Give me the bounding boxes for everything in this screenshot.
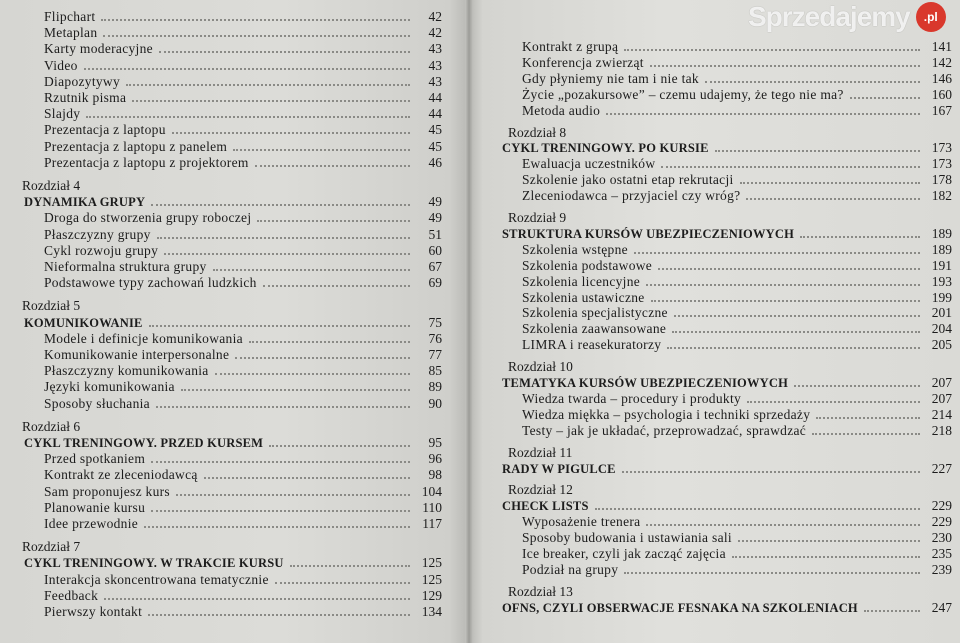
page-number: 44 — [428, 90, 442, 105]
toc-entry — [522, 289, 952, 306]
entry-title: Diapozytywy — [44, 73, 121, 89]
toc-entry — [522, 86, 952, 103]
dot-leader — [164, 253, 410, 255]
dot-leader — [84, 68, 410, 70]
dot-leader — [816, 417, 920, 419]
dot-leader — [255, 165, 410, 167]
toc-entry — [44, 587, 442, 604]
toc-entry — [522, 70, 952, 87]
page-number: 189 — [931, 241, 952, 257]
watermark-logo: Sprzedajemy — [748, 1, 910, 32]
entry-title: Metoda audio — [522, 102, 601, 118]
page-number: 98 — [428, 467, 442, 483]
toc-section-entry — [502, 599, 952, 616]
entry-title: Płaszczyzny komunikowania — [44, 363, 209, 379]
dot-leader — [651, 300, 920, 302]
toc-entry — [44, 138, 442, 155]
page-number: 191 — [931, 257, 952, 273]
toc-entry — [44, 242, 442, 259]
entry-title: Płaszczyzny grupy — [44, 226, 151, 242]
page-number: 45 — [428, 138, 442, 154]
toc-entry — [44, 89, 442, 106]
chapter-label: Rozdział 9 — [508, 210, 567, 225]
dot-leader — [249, 341, 410, 343]
toc-section-entry — [502, 497, 952, 514]
toc-entry — [44, 362, 442, 379]
page-number: 193 — [931, 273, 952, 289]
dot-leader — [157, 237, 410, 239]
toc-entry — [522, 171, 952, 188]
entry-title: Wiedza miękka – psychologia i techniki sprzedaży — [522, 406, 811, 422]
dot-leader — [126, 84, 410, 86]
toc-entry — [522, 257, 952, 274]
toc-entry — [44, 346, 442, 363]
page-number: 167 — [931, 102, 952, 118]
entry-title: Kontrakt ze zleceniodawcą — [44, 467, 198, 483]
dot-leader — [204, 477, 410, 479]
entry-title: Zleceniodawca – przyjaciel czy wróg? — [522, 188, 741, 204]
page-number: 60 — [428, 242, 442, 258]
dot-leader — [732, 556, 920, 558]
entry-title: Wyposażenie trenera — [522, 514, 641, 530]
entry-title: Prezentacja z laptopu z panelem — [44, 138, 228, 154]
toc-entry — [522, 273, 952, 290]
entry-title: TEMATYKA KURSÓW UBEZPIECZENIOWYCH — [502, 376, 789, 390]
entry-title: Szkolenie jako ostatni etap rekrutacji — [522, 172, 734, 188]
entry-title: Podział na grupy — [522, 561, 619, 577]
watermark — [748, 0, 946, 34]
entry-title: RADY W PIGULCE — [502, 461, 616, 476]
page-number: 95 — [428, 435, 442, 450]
page-number: 182 — [931, 188, 952, 204]
entry-title: Sposoby budowania i ustawiania sali — [522, 530, 732, 546]
dot-leader — [233, 149, 410, 151]
toc-entry — [522, 304, 952, 321]
entry-title: Droga do stworzenia grupy roboczej — [44, 210, 252, 226]
toc-entry — [522, 545, 952, 562]
dot-leader — [213, 269, 410, 271]
dot-leader — [144, 526, 410, 528]
page-number: 77 — [428, 347, 442, 362]
page-number: 42 — [428, 9, 442, 24]
page-number: 44 — [428, 106, 442, 122]
dot-leader — [705, 81, 920, 83]
toc-entry — [44, 395, 442, 412]
page-number: 42 — [428, 25, 442, 41]
page-number: 142 — [931, 54, 952, 70]
dot-leader — [101, 19, 410, 21]
dot-leader — [595, 508, 920, 510]
dot-leader — [658, 268, 920, 270]
page-number: 189 — [931, 225, 952, 241]
entry-title: Podstawowe typy zachowań ludzkich — [44, 275, 257, 291]
chapter-label: Rozdział 6 — [22, 418, 81, 434]
chapter-label: Rozdział 5 — [22, 298, 81, 314]
toc-entry — [522, 38, 952, 55]
entry-title: Feedback — [44, 587, 99, 603]
chapter-label: Rozdział 10 — [508, 359, 573, 375]
entry-title: Szkolenia ustawiczne — [522, 289, 645, 305]
toc-section-entry — [502, 225, 952, 242]
toc-entry — [44, 121, 442, 138]
page-number: 229 — [931, 498, 952, 514]
toc-entry — [522, 187, 952, 204]
page-number: 204 — [931, 321, 952, 337]
toc-entry — [44, 209, 442, 226]
entry-title: Komunikowanie interpersonalne — [44, 347, 230, 362]
toc-entry — [44, 24, 442, 41]
dot-leader — [172, 132, 410, 134]
page-number: 239 — [931, 561, 952, 577]
dot-leader — [148, 614, 410, 616]
page-number: 125 — [421, 571, 442, 587]
page-number: 49 — [428, 210, 442, 226]
dot-leader — [149, 325, 410, 327]
toc-entry — [522, 336, 952, 353]
page-number: 110 — [422, 499, 442, 515]
page-number: 85 — [428, 363, 442, 379]
page-number: 45 — [428, 122, 442, 138]
dot-leader — [622, 471, 920, 473]
toc-entry — [522, 54, 952, 71]
toc-section-entry — [24, 193, 442, 210]
toc-entry — [44, 571, 442, 588]
chapter-label: Rozdział 11 — [508, 444, 573, 460]
page-number: 235 — [931, 546, 952, 561]
toc-entry — [44, 8, 442, 25]
page-number: 69 — [428, 275, 442, 291]
toc-entry — [522, 513, 952, 530]
page-number: 43 — [428, 57, 442, 73]
toc-entry — [44, 450, 442, 467]
chapter-label: Rozdział 8 — [508, 124, 567, 140]
dot-leader — [650, 65, 920, 67]
watermark-badge: .pl — [916, 2, 946, 32]
entry-title: DYNAMIKA GRUPY — [24, 195, 146, 210]
dot-leader — [86, 116, 410, 118]
dot-leader — [738, 540, 920, 542]
entry-title: Planowanie kursu — [44, 499, 146, 515]
dot-leader — [812, 433, 920, 435]
dot-leader — [634, 252, 920, 254]
dot-leader — [151, 461, 410, 463]
toc-entry — [44, 258, 442, 275]
entry-title: Konferencja zwierząt — [522, 54, 644, 70]
dot-leader — [132, 100, 410, 102]
entry-title: Prezentacja z laptopu z projektorem — [44, 154, 249, 170]
dot-leader — [672, 331, 920, 333]
toc-entry — [44, 466, 442, 483]
chapter-label: Rozdział 13 — [508, 583, 573, 599]
entry-title: Interakcja skoncentrowana tematycznie — [44, 571, 269, 587]
entry-title: Nieformalna struktura grupy — [44, 259, 207, 274]
entry-title: Szkolenia specjalistyczne — [522, 305, 668, 321]
toc-entry — [44, 483, 442, 500]
entry-title: CYKL TRENINGOWY. W TRAKCIE KURSU — [24, 556, 284, 571]
toc-entry — [44, 73, 442, 90]
dot-leader — [159, 51, 410, 53]
dot-leader — [674, 315, 920, 317]
toc-entry — [44, 499, 442, 516]
toc-entry — [44, 40, 442, 57]
entry-title: Gdy płyniemy nie tam i nie tak — [522, 70, 699, 86]
page-number: 104 — [421, 483, 442, 499]
entry-title: Życie „pozakursowe” – czemu udajemy, że tego nie ma? — [522, 86, 844, 102]
page-number: 75 — [428, 314, 442, 330]
chapter-label: Rozdział 7 — [22, 539, 81, 555]
entry-title: Slajdy — [44, 106, 81, 122]
entry-title: Szkolenia zaawansowane — [522, 321, 667, 337]
entry-title: CYKL TRENINGOWY. PRZED KURSEM — [24, 436, 264, 450]
page-number: 96 — [428, 451, 442, 467]
toc-section-entry — [502, 139, 952, 156]
page-number: 89 — [428, 379, 442, 395]
dot-leader — [661, 166, 920, 168]
toc-entry — [44, 105, 442, 122]
toc-entry — [522, 102, 952, 119]
entry-title: Szkolenia licencyjne — [522, 273, 641, 289]
page-number: 205 — [931, 337, 952, 353]
dot-leader — [794, 385, 920, 387]
dot-leader — [290, 565, 410, 567]
page-number: 173 — [931, 140, 952, 156]
toc-entry — [44, 57, 442, 74]
entry-title: Cykl rozwoju grupy — [44, 242, 159, 258]
chapter-label: Rozdział 4 — [22, 178, 81, 193]
page-number: 218 — [931, 422, 952, 438]
page-number: 46 — [428, 154, 442, 170]
entry-title: Szkolenia wstępne — [522, 241, 628, 257]
page-number: 125 — [421, 555, 442, 571]
entry-title: Modele i definicje komunikowania — [44, 330, 243, 346]
dot-leader — [800, 236, 920, 238]
dot-leader — [624, 49, 920, 51]
toc-entry — [44, 603, 442, 620]
entry-title: CYKL TRENINGOWY. PO KURSIE — [502, 141, 709, 156]
toc-entry — [522, 529, 952, 546]
dot-leader — [257, 220, 410, 222]
book-gutter — [465, 0, 473, 643]
toc-entry — [44, 515, 442, 532]
entry-title: Prezentacja z laptopu — [44, 122, 166, 138]
page-number: 201 — [931, 305, 952, 321]
toc-entry — [522, 390, 952, 407]
dot-leader — [746, 198, 920, 200]
dot-leader — [740, 182, 920, 184]
entry-title: Wiedza twarda – procedury i produkty — [522, 390, 742, 406]
page-number: 117 — [422, 516, 442, 531]
page-number: 141 — [931, 39, 952, 54]
page-number: 173 — [931, 156, 952, 172]
toc-entry — [522, 406, 952, 423]
page-number: 160 — [931, 86, 952, 102]
toc-entry — [44, 154, 442, 171]
dot-leader — [263, 285, 410, 287]
dot-leader — [151, 510, 410, 512]
right-page — [468, 0, 960, 643]
toc-section-entry — [502, 460, 952, 477]
page-number: 43 — [428, 73, 442, 89]
entry-title: Flipchart — [44, 9, 96, 24]
chapter-label: Rozdział 12 — [508, 482, 573, 498]
dot-leader — [864, 610, 920, 612]
dot-leader — [176, 494, 410, 496]
dot-leader — [850, 97, 920, 99]
dot-leader — [667, 347, 920, 349]
page-number: 76 — [428, 330, 442, 346]
toc-section-entry — [24, 314, 442, 331]
dot-leader — [215, 373, 410, 375]
dot-leader — [151, 204, 410, 206]
dot-leader — [103, 35, 410, 37]
page-number: 67 — [428, 259, 442, 274]
entry-title: Idee przewodnie — [44, 516, 139, 531]
toc-entry — [522, 561, 952, 578]
page-number: 230 — [931, 530, 952, 546]
toc-entry — [522, 320, 952, 337]
left-page — [0, 0, 468, 643]
page-number: 207 — [931, 375, 952, 390]
entry-title: KOMUNIKOWANIE — [24, 315, 143, 330]
entry-title: Ewaluacja uczestników — [522, 156, 656, 172]
toc-section-entry — [24, 434, 442, 451]
entry-title: Video — [44, 57, 78, 73]
toc-entry — [44, 330, 442, 347]
toc-entry — [44, 378, 442, 395]
dot-leader — [646, 524, 920, 526]
page-number: 90 — [428, 395, 442, 411]
entry-title: Ice breaker, czyli jak zacząć zajęcia — [522, 546, 726, 561]
entry-title: Metaplan — [44, 25, 98, 41]
toc-entry — [522, 422, 952, 439]
dot-leader — [181, 389, 410, 391]
page-number: 134 — [421, 604, 442, 619]
dot-leader — [646, 284, 920, 286]
page-number: 51 — [428, 226, 442, 242]
toc-entry — [44, 226, 442, 243]
page-number: 229 — [931, 514, 952, 530]
page-number: 199 — [931, 289, 952, 305]
page-number: 43 — [428, 41, 442, 57]
page-number: 247 — [931, 599, 952, 615]
page-number: 207 — [931, 390, 952, 406]
entry-title: Sam proponujesz kurs — [44, 483, 170, 499]
dot-leader — [606, 113, 920, 115]
entry-title: Szkolenia podstawowe — [522, 257, 653, 273]
page-number: 178 — [931, 172, 952, 188]
toc-entry — [522, 241, 952, 258]
toc-section-entry — [24, 554, 442, 571]
entry-title: OFNS, CZYLI OBSERWACJE FESNAKA NA SZKOLENIACH — [502, 600, 858, 615]
dot-leader — [269, 445, 410, 447]
entry-title: Testy – jak je układać, przeprowadzać, sprawdzać — [522, 422, 807, 438]
entry-title: Karty moderacyjne — [44, 41, 153, 57]
entry-title: Sposoby słuchania — [44, 395, 150, 411]
dot-leader — [104, 598, 410, 600]
entry-title: Języki komunikowania — [44, 379, 175, 395]
page-number: 214 — [931, 406, 952, 422]
entry-title: CHECK LISTS — [502, 499, 589, 514]
dot-leader — [235, 357, 410, 359]
dot-leader — [715, 150, 920, 152]
entry-title: LIMRA i reasekuratorzy — [522, 337, 662, 353]
toc-entry — [44, 274, 442, 291]
page-number: 129 — [421, 587, 442, 603]
toc-section-entry — [502, 374, 952, 391]
entry-title: Rzutnik pisma — [44, 90, 127, 105]
page-number: 146 — [931, 70, 952, 86]
page-number: 227 — [931, 460, 952, 476]
page-number: 49 — [428, 194, 442, 210]
entry-title: Kontrakt z grupą — [522, 39, 619, 54]
entry-title: Przed spotkaniem — [44, 451, 146, 467]
toc-entry — [522, 155, 952, 172]
entry-title: Pierwszy kontakt — [44, 604, 143, 619]
dot-leader — [156, 406, 410, 408]
entry-title: STRUKTURA KURSÓW UBEZPIECZENIOWYCH — [502, 226, 795, 241]
dot-leader — [624, 572, 920, 574]
dot-leader — [747, 401, 920, 403]
dot-leader — [275, 582, 410, 584]
